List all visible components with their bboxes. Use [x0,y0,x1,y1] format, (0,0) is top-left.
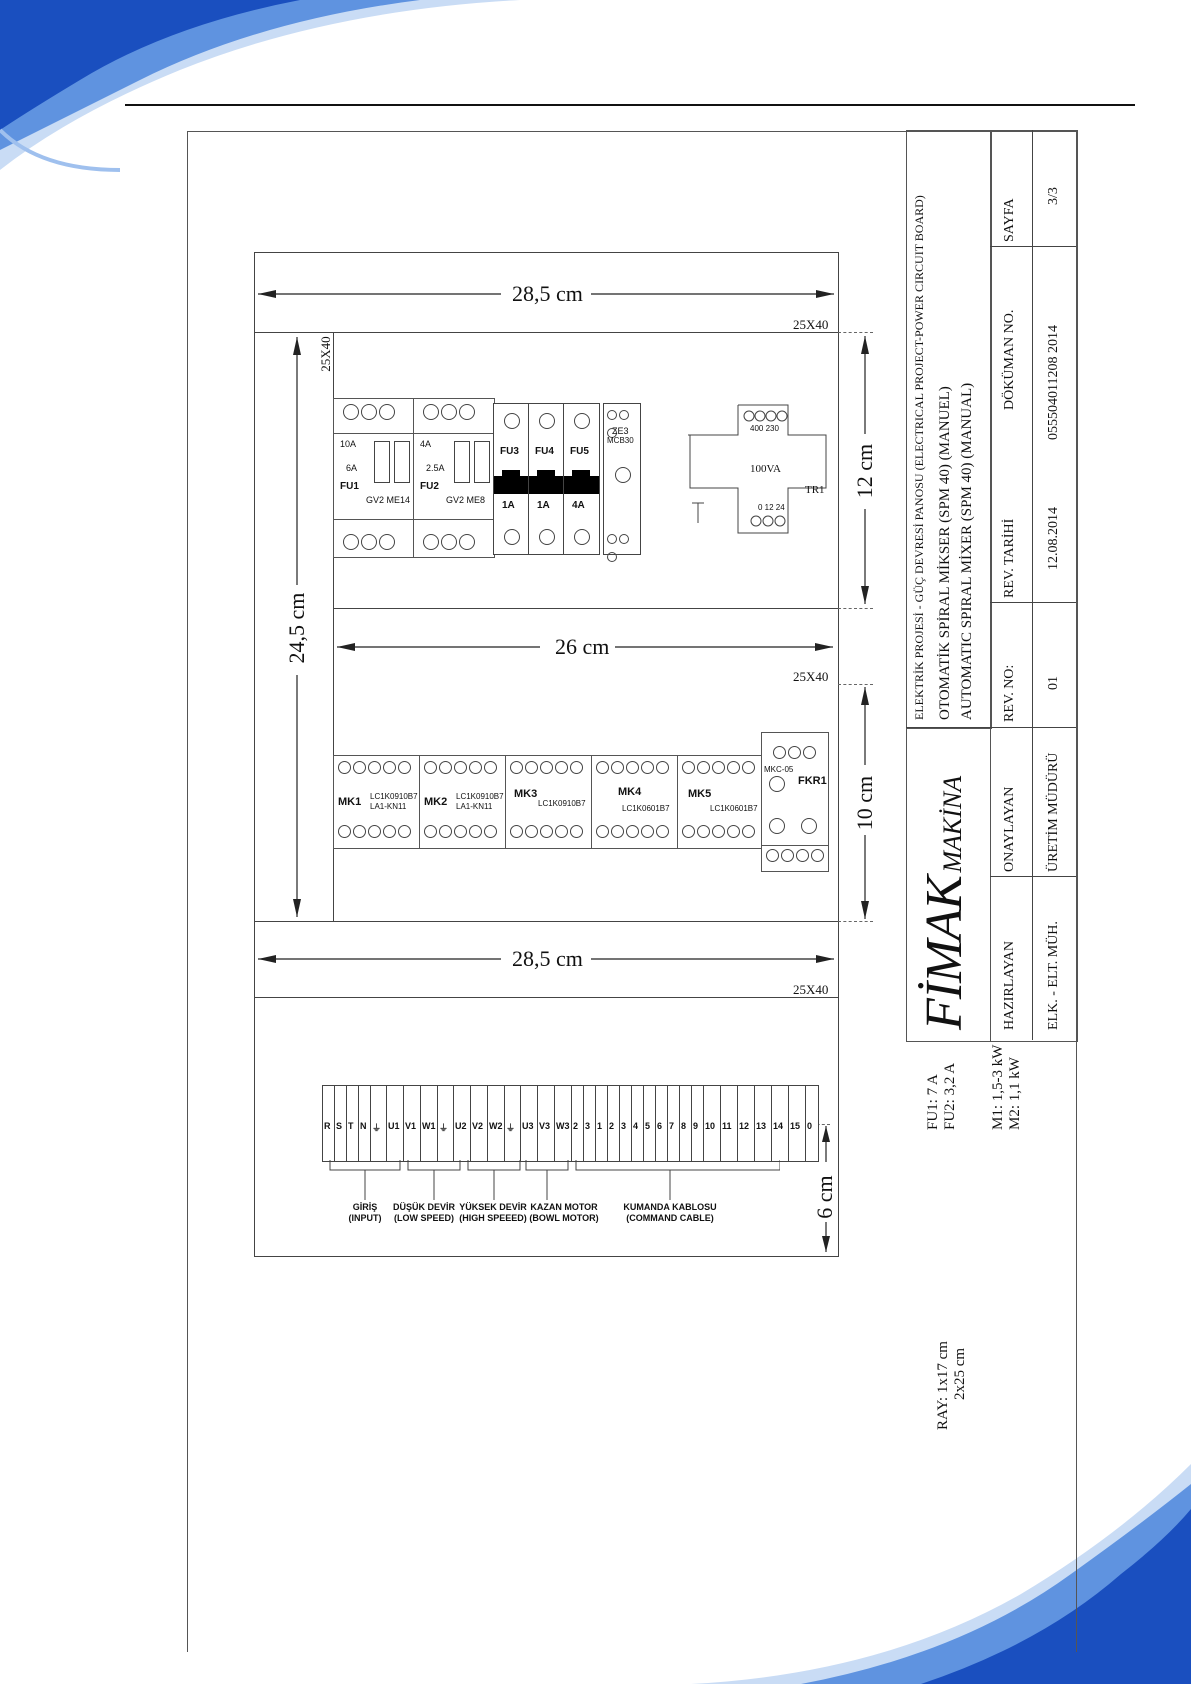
transformer-out: 0 12 24 [758,503,785,512]
group-command-line2: (COMMAND CABLE) [626,1213,714,1223]
logo-main: FİMAK [916,876,973,1030]
fu4-label: FU4 [535,446,554,457]
mk1-aux: LA1-KN11 [370,802,407,811]
fu5-rating: 4A [572,500,585,511]
dim-bottom-label: 28,5 cm [512,946,583,971]
fu2-range-hi: 4A [420,439,432,449]
note-m2: M2: 1,1 kW [1007,1057,1023,1130]
ground-icon: ⏚ [439,1123,449,1133]
mk3-model: LC1K0910B7 [538,799,586,808]
relay-label: FKR1 [798,775,827,787]
contactor-mk4 [591,755,679,849]
ground-icon: ⏚ [372,1123,382,1133]
group-low-speed [389,1202,459,1224]
relay-model: MKC-05 [764,765,794,774]
value-approved: ÜRETİM MÜDÜRÜ [1046,752,1061,872]
contactor-mk1 [333,755,421,849]
notes-fuse [925,1063,959,1130]
fu2-model: GV2 ME8 [446,495,486,505]
group-input-line2: (INPUT) [348,1213,382,1223]
terminal-label: N [360,1121,367,1131]
rail-line-4 [254,997,838,998]
title-block-col-divider [1032,130,1033,1040]
timer-label: ZE3 [612,426,629,436]
header-prepared: HAZIRLAYAN [1002,941,1017,1030]
fuse-fu5 [563,403,600,555]
terminal-label: W3 [556,1121,570,1131]
title-en: AUTOMATIC SPIRAL MİXER (SPM 40) (MANUAL) [959,382,975,720]
breaker-fu1 [333,398,415,558]
fu1-model: GV2 ME14 [366,495,411,505]
rail-tag-side: 25X40 [318,336,333,372]
terminal-label: V2 [472,1121,484,1131]
group-bowl-motor [527,1202,601,1224]
terminal-label: T [348,1121,354,1131]
terminal-label: 2 [609,1121,615,1131]
terminal-label: W1 [422,1121,436,1131]
timer-ze3 [603,403,641,555]
terminal-label: U2 [455,1121,467,1131]
header-rule [125,104,1135,106]
title-block-row-2 [990,602,1076,603]
terminal-label: 2 [573,1121,579,1131]
value-rev-date: 12.08.2014 [1046,507,1061,570]
mk1-label: MK1 [338,796,362,808]
terminal-label: 6 [657,1121,663,1131]
fu1-range-lo: 6A [346,463,358,473]
ground-icon: ⏚ [506,1123,516,1133]
company-logo [915,776,974,1030]
terminal-label: R [324,1121,331,1131]
group-command-cable [620,1202,720,1224]
group-input [335,1202,395,1224]
terminal-label: U3 [522,1121,534,1131]
dim-left-label: 24,5 cm [284,592,309,664]
fuse-fu4 [528,403,565,555]
group-command-line1: KUMANDA KABLOSU [623,1202,717,1212]
terminal-label: S [336,1121,343,1131]
transformer-power: 100VA [750,463,781,475]
terminal-label: 11 [722,1121,732,1131]
fu4-rating: 1A [537,500,550,511]
terminal-label: U1 [388,1121,400,1131]
group-low-line2: (LOW SPEED) [394,1213,454,1223]
fu3-label: FU3 [500,446,519,457]
contactor-mk5 [677,755,763,849]
terminal-label: 3 [585,1121,591,1131]
note-ray1: RAY: 1x17 cm [935,1341,951,1430]
mk4-model: LC1K0601B7 [622,804,670,813]
group-input-line1: GİRİŞ [352,1202,378,1212]
terminal-label: 0 [807,1121,813,1131]
dim-right-lower-label: 10 cm [852,775,877,831]
header-doc-no: DÖKÜMAN NO. [1002,309,1017,410]
phase-relay-fkr1 [761,732,829,872]
dim-dash-3 [838,684,873,685]
logo-sub: MAKİNA [938,775,967,873]
contactor-mk3 [505,755,593,849]
terminal-label: V1 [405,1121,417,1131]
rail-line-3 [254,921,838,922]
terminal-label: 7 [669,1121,675,1131]
terminal-label: 1 [597,1121,603,1131]
title-tr: OTOMATİK SPİRAL MİKSER (SPM 40) (MANUEL) [937,386,953,720]
terminal-label: 5 [645,1121,651,1131]
terminal-label: 4 [633,1121,639,1131]
rail-line-1 [254,332,838,333]
note-fu1: FU1: 7 A [925,1074,941,1130]
timer-model: MCB30 [607,436,634,445]
fu3-rating: 1A [502,500,515,511]
header-rev-date: REV. TARİHİ [1002,518,1017,598]
value-rev-no: 01 [1046,676,1061,690]
value-doc-no: 055504011208 2014 [1046,325,1061,440]
terminal-label: 8 [681,1121,687,1131]
group-high-line1: YÜKSEK DEVİR [459,1202,527,1212]
fu2-label: FU2 [420,481,439,492]
fu2-range-lo: 2.5A [426,463,445,473]
dim-right-upper-label: 12 cm [852,443,877,499]
note-m1: M1: 1,5-3 kW [990,1044,1006,1130]
terminal-group-brackets [320,1160,780,1200]
group-high-speed [456,1202,530,1224]
fuse-fu3 [493,403,530,555]
fu5-label: FU5 [570,446,589,457]
dim-dash-2 [838,608,873,609]
value-prepared: ELK. - ELT. MÜH. [1046,921,1061,1030]
terminal-label: 14 [773,1121,784,1131]
mk2-aux: LA1-KN11 [456,802,493,811]
terminal-label: V3 [539,1121,551,1131]
title-block-row-1 [990,246,1076,247]
mk5-model: LC1K0601B7 [710,804,758,813]
terminal-label: 15 [790,1121,801,1131]
group-low-line1: DÜŞÜK DEVİR [392,1202,455,1212]
title-block-row-3 [906,727,1076,728]
rail-tag-2: 25X40 [793,669,829,684]
dim-top-label: 28,5 cm [512,281,583,306]
note-ray2: 2x25 cm [952,1347,968,1400]
terminal-label: 3 [621,1121,627,1131]
project-title: ELEKTRİK PROJESİ - GÜÇ DEVRESİ PANOSU (ELECTRICAL PROJECT-POWER CIRCUIT BOARD) [912,195,926,720]
terminal-label: 10 [705,1121,716,1131]
mk3-label: MK3 [514,788,538,800]
contactor-mk2 [419,755,507,849]
value-page: 3/3 [1046,187,1061,205]
group-bowl-line2: (BOWL MOTOR) [529,1213,599,1223]
dim-mid-label: 26 cm [555,634,610,659]
rail-tag-1: 25X40 [793,317,829,332]
title-block-row-4 [990,876,1076,877]
rail-line-2 [333,608,838,609]
terminal-label: 13 [756,1121,767,1131]
header-rev-no: REV. NO: [1002,664,1017,722]
fu1-range-hi: 10A [340,439,357,449]
dim-dash-4 [838,921,873,922]
terminal-label: W2 [489,1121,503,1131]
transformer-in: 400 230 [750,424,779,433]
note-fu2: FU2: 3,2 A [942,1062,958,1130]
mk2-label: MK2 [424,796,448,808]
fu1-label: FU1 [340,481,359,492]
dim-dash-1 [838,332,873,333]
mk2-model: LC1K0910B7 [456,792,504,801]
notes-rail [935,1341,969,1430]
transformer-label: TR1 [805,484,825,496]
notes-motor [990,1045,1024,1130]
mk1-model: LC1K0910B7 [370,792,418,801]
group-bowl-line1: KAZAN MOTOR [530,1202,598,1212]
header-approved: ONAYLAYAN [1002,786,1017,872]
group-high-line2: (HIGH SPEEED) [459,1213,527,1223]
header-page: SAYFA [1002,198,1017,242]
mk5-label: MK5 [688,788,712,800]
terminal-label: 12 [739,1121,750,1131]
rail-tag-3: 25X40 [793,982,829,997]
terminal-label: 9 [693,1121,699,1131]
dim-right-terminal-label: 6 cm [812,1175,837,1219]
mk4-label: MK4 [618,786,642,798]
breaker-fu2 [413,398,495,558]
